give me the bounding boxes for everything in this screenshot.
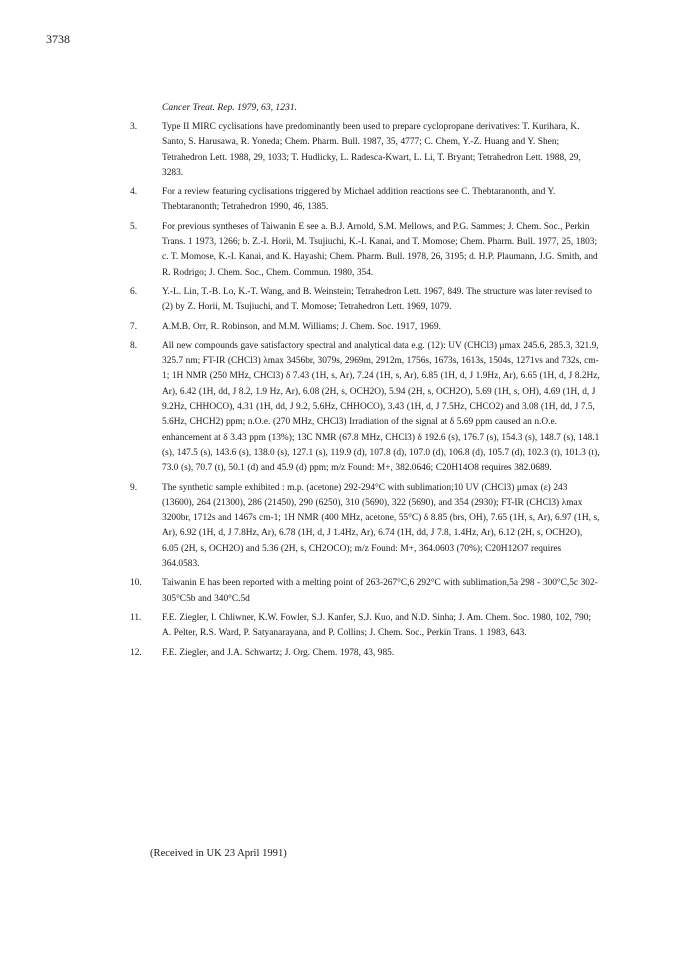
- reference-item: [130, 285, 600, 316]
- reference-item: [130, 339, 600, 477]
- reference-list: [130, 120, 600, 673]
- reference-text: For previous syntheses of Taiwanin E see a. B.J. Arnold, S.M. Mellows, and P.G. Sammes; J. Chem. Soc., Perkin Trans. 1 1973, 1266; b. Z.-I. Horii, M. Tsujiuchi, K.-I. Kanai, and T. Momose; Chem. Pharm. Bull. 1977, 25, 1803; c. T. Momose, K.-I. Kanai, and K. Hayashi; Chem. Pharm. Bull. 1978, 26, 3195; d. H.P. Plaumann, J.G. Smith, and R. Rodrigo; J. Chem. Soc., Chem. Commun. 1980, 354.: [162, 221, 598, 278]
- reference-continuation: Cancer Treat. Rep. 1979, 63, 1231.: [162, 102, 298, 113]
- reference-item: [130, 481, 600, 573]
- reference-number: 5.: [130, 221, 138, 232]
- reference-number: 10.: [130, 578, 142, 589]
- reference-number: 7.: [130, 321, 138, 332]
- reference-text: All new compounds gave satisfactory spectral and analytical data e.g. (12): UV (CHCl3) μmax 245.6, 285.3, 321.9, 325.7 nm; FT-IR (CHCl3) λmax 3456br, 3079s, 2969m, 2912m, 1756s, 1673s, 1613s, 1504s, 1271vs and 732s, cm-1; 1H NMR (250 MHz, CHCl3) δ 7.43 (1H, s, Ar), 7.24 (1H, s, Ar), 6.85 (1H, d, J 1.9Hz, Ar), 6.65 (1H, d, J 8.2Hz, Ar), 6.42 (1H, dd, J 8.2, 1.9 Hz, Ar), 6.08 (2H, s, OCH2O), 5.94 (2H, s, OCH2O), 5.69 (1H, s, OH), 4.69 (1H, d, J 9.2Hz, CHHOCO), 4.31 (1H, dd, J 9.2, 5.6Hz, CHHOCO), 3.43 (1H, d, J 7.5Hz, CHCO2) and 3.08 (1H, dd, J 7.5, 5.6Hz, CHCH2) ppm; n.O.e. (270 MHz, CHCl3) Irradiation of the signal at δ 5.69 ppm caused an n.O.e. enhancement at δ 3.43 ppm (13%); 13C NMR (67.8 MHz, CHCl3) δ 192.6 (s), 176.7 (s), 154.3 (s), 148.7 (s), 148.1 (s), 147.5 (s), 143.6 (s), 138.0 (s), 127.1 (s), 119.9 (d), 107.8 (d), 107.0 (d), 106.8 (d), 105.7 (d), 102.3 (t), 101.3 (t), 73.0 (s), 70.7 (t), 50.1 (d) and 45.9 (d) ppm; m/z Found: M+, 382.0646; C20H14O8 requires 382.0689.: [162, 340, 600, 474]
- page-number: 3738: [46, 32, 70, 46]
- reference-text: F.E. Ziegler, and J.A. Schwartz; J. Org. Chem. 1978, 43, 985.: [162, 647, 395, 658]
- reference-item: [130, 576, 600, 607]
- reference-item: [130, 320, 600, 335]
- reference-item: [130, 611, 600, 642]
- reference-number: 12.: [130, 647, 142, 658]
- reference-item: [130, 120, 600, 181]
- reference-number: 9.: [130, 482, 138, 493]
- reference-number: 6.: [130, 286, 138, 297]
- received-date: (Received in UK 23 April 1991): [150, 848, 287, 859]
- reference-text: Type II MIRC cyclisations have predominantly been used to prepare cyclopropane derivatives: T. Kurihara, K. Santo, S. Harusawa, R. Yoneda; Chem. Pharm. Bull. 1987, 35, 4777; C. Chem, Y.-Z. Huang and Y. Shen; Tetrahedron Lett. 1988, 29, 1033; T. Hudlicky, L. Radesca-Kwart, L. Li, T. Bryant; Tetrahedron Lett. 1988, 29, 3283.: [162, 122, 581, 178]
- reference-text: F.E. Ziegler, I. Chliwner, K.W. Fowler, S.J. Kanfer, S.J. Kuo, and N.D. Sinha; J. Am. Chem. Soc. 1980, 102, 790; A. Pelter, R.S. Ward, P. Satyanarayana, and P. Collins; J. Chem. Soc., Perkin Trans. 1 1983, 643.: [162, 612, 592, 639]
- reference-item: [130, 646, 600, 661]
- reference-text: For a review featuring cyclisations triggered by Michael addition reactions see C. Thebtaranonth, and Y. Thebtaranonth; Tetrahedron 1990, 46, 1385.: [162, 187, 556, 213]
- reference-item: [130, 220, 600, 281]
- reference-text: The synthetic sample exhibited : m.p. (acetone) 292-294°C with sublimation;10 UV (CHCl3) μmax (ε) 243 (13600), 264 (21300), 286 (21450), 290 (6250), 310 (5690), 322 (5690), and 354 (2930); FT-IR (CHCl3) λmax 3200br, 1712s and 1467s cm-1; 1H NMR (400 MHz, acetone, 55°C) δ 8.85 (brs, OH), 7.65 (1H, s, Ar), 6.97 (1H, s, Ar), 6.92 (1H, d, J 7.8Hz, Ar), 6.78 (1H, d, J 1.4Hz, Ar), 6.74 (1H, dd, J 7.8, 1.4Hz, Ar), 6.12 (2H, s, OCH2O), 6.05 (2H, s, OCH2O) and 5.36 (2H, s, CH2OCO); m/z Found: M+, 364.0603 (70%); C20H12O7 requires 364.0583.: [162, 482, 600, 570]
- reference-number: 8.: [130, 340, 138, 351]
- reference-text: A.M.B. Orr, R. Robinson, and M.M. Williams; J. Chem. Soc. 1917, 1969.: [162, 321, 441, 332]
- reference-number: 4.: [130, 187, 138, 198]
- reference-number: 3.: [130, 122, 138, 132]
- reference-text: Y.-L. Lin, T.-B. Lo, K.-T. Wang, and B. Weinstein; Tetrahedron Lett. 1967, 849. The structure was later revised to (2) by Z. Horii, M. Tsujiuchi, and T. Momose; Tetrahedron Lett. 1969, 1079.: [162, 286, 592, 313]
- reference-item: [130, 185, 600, 216]
- reference-number: 11.: [130, 612, 142, 623]
- reference-text: Taiwanin E has been reported with a melting point of 263-267°C,6 292°C with sublimation,5a 298 - 300°C,5c 302-305°C5b and 340°C.5d: [162, 578, 598, 604]
